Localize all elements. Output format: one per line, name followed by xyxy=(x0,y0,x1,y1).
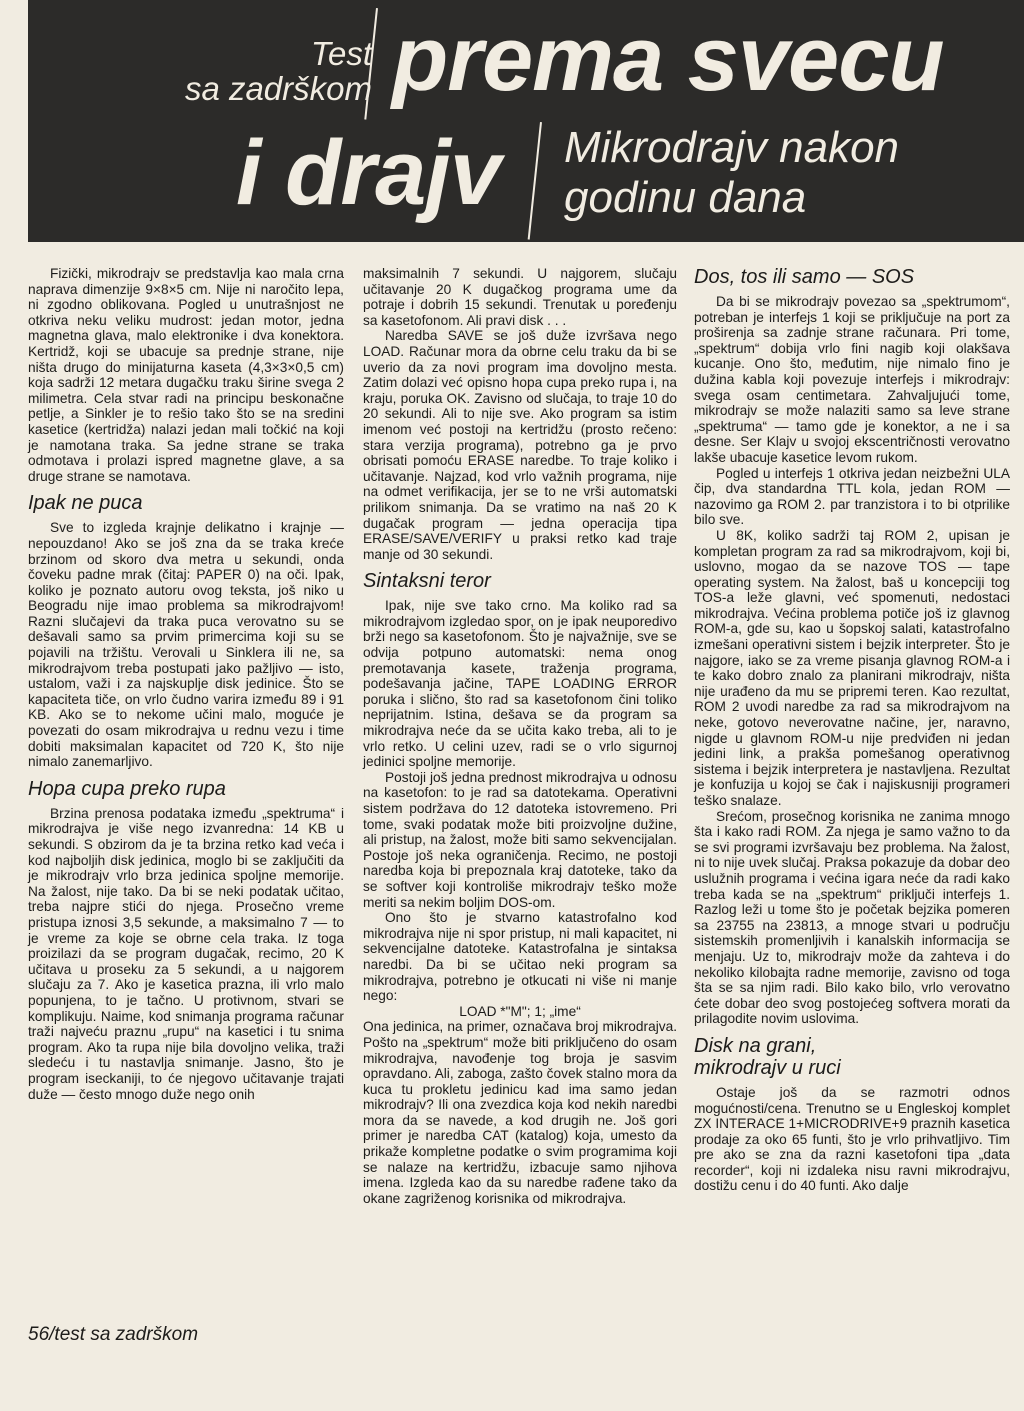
paragraph: Srećom, prosečnog korisnika ne zanima mnogo šta i kako radi ROM. Za njega je samo važno to da se svi programi izvršavaju bez problema. Na žalost, ni to nije uvek slučaj. Praksa pokazuje da dobar deo uslužnih programa i većina igara neće da radi kako treba kada se na „spektrum“ priključi interfejs 1. Razlog leži u tome što je početak bejzika pomeren sa 23755 na 23813, a mnoge stvari u području sistemskih promenljivih i kanalskih informacija se menjaju. Uz to, mikrodrajv može da zahteva i do nekoliko kilobajta radne memorije, zavisno od toga šta se sa njim radi. Bilo kako bilo, vrlo verovatno ćete dobar deo svog postojećeg softvera morati da prilagodite novim uslovima. xyxy=(694,808,1010,1027)
kicker-line-2: sa zadrškom xyxy=(184,70,372,107)
paragraph: Fizički, mikrodrajv se predstavlja kao mala crna naprava dimenzije 9×8×5 cm. Nije ni naročito lepa, ni zgodno oblikovana. Pogled u unutrašnjost ne otkriva neku veliku mudrost: jedan motor, jedna magnetna glava, malo elektronike i dva konektora. Kertridž, koji se ubacuje sa prednje strane, nije ništa drugo do minijaturna kaseta (4,3×3×0,5 cm) koja sadrži 12 metara dugačku traku širine svega 2 milimetra. Cela stvar radi na principu beskonačne petlje, a Sinkler je to rešio tako što se na sredini kasetice (kertridža) nalazi jedan mali točkić na koji je namotana traka. Sa jedne strane se traka odmotava i prolazi ispred magnetne glave, a sa druge strane se namotava. xyxy=(28,266,344,484)
section-heading: Dos, tos ili samo — SOS xyxy=(694,266,915,288)
banner-slash-rule xyxy=(528,122,542,240)
paragraph: Da bi se mikrodrajv povezao sa „spektrumom“, potreban je interfejs 1 koji se priključuje na port za proširenja sa zadnje strane računara. Pri tome, „spektrum“ dobija vrlo fini nagib koji olakšava kucanje. Ono što, međutim, nije nimalo fino je dužina kabla koji povezuje interfejs i mikrodrajv: svega osam centimetara. Zahvaljujući tome, mikrodrajv se može nalaziti samo sa leve strane „spektruma“ — tamo gde je konektor, a ne i sa desne. Ser Klajv u svojoj ekscentričnosti verovatno lakše ubacuje kasetice levom rukom. xyxy=(694,294,1010,465)
headline-line-1: prema svecu xyxy=(392,8,944,110)
paragraph: Naredba SAVE se još duže izvršava nego LOAD. Računar mora da obrne celu traku da bi se uverio da za novi program ima dovoljno mesta. Zatim dolazi već opisno hopa cupa preko rupa i, na kraju, poruka OK. Zavisno od slučaja, to traje 10 do 20 sekundi. Ali to nije sve. Ako program sa istim imenom već postoji na kertridžu (prosto rečeno: stara verzija programa), potrebno ga je prvo obrisati pomoću ERASE naredbe. To traje koliko i učitavanje. Najzad, kod vrlo važnih programa, nije na odmet verifikacija, jer se to ne vrši automatski prilikom snimanja. Da se vratimo na naš 20 K dugačak program — jedna operacija tipa ERASE/SAVE/VERIFY u praksi retko kad traje manje od 30 sekundi. xyxy=(363,328,677,562)
article-column-1 xyxy=(28,266,344,1102)
dek-line-1: Mikrodrajv nakon xyxy=(564,123,900,172)
code-line: LOAD *"M"; 1; „ime“ xyxy=(459,1003,581,1019)
dek-line-2: godinu dana xyxy=(564,173,807,222)
paragraph: U 8K, koliko sadrži taj ROM 2, upisan je kompletan program za rad sa mikrodrajvom, koji bi, uslovno, mogao da se nazove TOS — tape operating system. Na žalost, baš u koncepciji tog TOS-a leže glavni, već spomenuti, nedostaci mikrodrajva. Većina problema potiče još iz glavnog ROM-a, gde su, kao u šopskoj salati, katastrofalno izmešani operativni sistem i bejzik interpreter. Što je najgore, iako se za vreme pisanja glavnog ROM-a i te kako dobro znalo za planirani mikrodrajv, ništa nije urađeno da mu se pripremi teren. Kao rezultat, ROM 2 uvodi naredbe za rad sa mikrodrajvom na neke, gotovo neverovatne načine, jer, naravno, nigde u glavnom ROM-u nije predviđen ni jedan jedini link, a prakša pomešanog operativnog sistema i bejzik interpretera je nastavljena. Rezultat je konfuzija u kojoj se čak i najiskusniji programeri teško snalaze. xyxy=(694,527,1010,808)
paragraph: Pogled u interfejs 1 otkriva jedan neizbežni ULA čip, dva standardna TTL kola, jedan ROM — nazovimo ga ROM 2. par tranzistora i to bi otprilike bilo sve. xyxy=(694,465,1010,528)
section-heading: Ipak ne puca xyxy=(28,492,143,515)
paragraph: Sve to izgleda krajnje delikatno i krajnje — nepouzdano! Ako se još zna da se traka kreće brzinom od skoro dva metra u sekundi, onda čoveku padne mrak (čitaj: PAPER 0) na oči. Ipak, koliko je poznato autoru ovog teksta, još niko u Beogradu nije imao problema sa mikrodrajvom! Razni slučajevi da traka puca verovatno su se dešavali samo sa prvim primercima koji su se pojavili na tržištu. Verovali u Sinklera ili ne, sa mikrodrajvom treba postupati jako pažljivo — isto, ustalom, važi i za najskuplje disk jedinice. Što se kapaciteta tiče, on vrlo čudno varira između 89 i 91 KB. Ako se to nekome učini malo, moguće je povezati do osam mikrodrajva u rednu vezu i time dobiti maksimalan kapacitet od 720 K, što nije nimalo zanemarljivo. xyxy=(28,520,344,770)
section-heading: Sintaksni teror xyxy=(363,570,491,593)
article-column-2 xyxy=(363,266,677,1206)
header-banner xyxy=(28,0,1024,242)
paragraph: maksimalnih 7 sekundi. U najgorem, slučaju učitavanje 20 K dugačkog programa ume da potraje i dobrih 15 sekundi. Trenutak u poređenju sa kasetofonom. Ali pravi disk . . . xyxy=(363,266,677,328)
paragraph: Ipak, nije sve tako crno. Ma koliko rad sa mikrodrajvom izgledao spor, on je ipak neuporedivo brži nego sa kasetofonom. Što je najvažnije, sve se odvija potpuno automatski: nema onog premotavanja kasete, traženja programa, podešavanja jačine, TAPE LOADING ERROR poruka i slično, što rad sa kasetofonom čini toliko neprijatnim. Istina, dešava se da program sa mikrodrajva neće da se učita kako treba, ali to je vrlo retko. U celini uzev, radi se o vrlo sigurnoj jedinici spoljne memorije. xyxy=(363,598,677,770)
paragraph: Ostaje još da se razmotri odnos mogućnosti/cena. Trenutno se u Engleskoj komplet ZX INTERACE 1+MICRODRIVE+9 praznih kasetica prodaje za oko 65 funti, što je vrlo prihvatljivo. Tim pre ako se zna da razni kasetofoni tipa „data recorder“, koji ni izdaleka nisu ravni mikrodrajvu, dostižu cenu i do 40 funti. Ako dalje xyxy=(694,1084,1010,1194)
section-heading: mikrodrajv u ruci xyxy=(694,1056,841,1079)
paragraph: Postoji još jedna prednost mikrodrajva u odnosu na kasetofon: to je rad sa datotekama. Operativni sistem podržava do 12 datoteka istovremeno. Pri tome, svaki podatak može biti proizvoljne dužine, ali pristup, na žalost, može biti samo sekvencijalan. Postoje još neka ograničenja. Recimo, ne postoji naredba koja bi prepoznala kraj datoteke, tako da se softver koji kontroliše mikrodrajv teško može meriti sa nekim boljim DOS-om. xyxy=(363,769,677,910)
paragraph: Ono što je stvarno katastrofalno kod mikrodrajva nije ni spor pristup, ni mali kapacitet, ni sekvencijalne datoteke. Katastrofalna je sintaksa naredbi. Da bi se učitao neki program sa mikrodrajva, potrebno je otkucati ni više ni manje nego: xyxy=(363,910,677,1004)
paragraph: Brzina prenosa podataka između „spektruma“ i mikrodrajva je više nego izvanredna: 14 KB u sekundi. S obzirom da je ta brzina retko kad veća i kod najboljih disk jedinica, moglo bi se zaključiti da je mikrodrajv vrlo brza jedinica spoljne memorije. Na žalost, nije tako. Da bi se neki podatak učitao, treba najpre stići do njega. Prosečno vreme pristupa iznosi 3,5 sekunde, a maksimalno 7 — to je vreme za koje se obrne cela traka. Iz toga proizilazi da se program dugačak, recimo, 20 K učitava u proseku za 5 sekundi, a u najgorem slučaju za 7. Ako je kasetica prazna, ili vrlo malo popunjena, to je tačno. U protivnom, stvari se komplikuju. Naime, kod snimanja programa računar traži najveću praznu „rupu“ na kasetici i tu snima program. Ako ta rupa nije bila dovoljno velika, traži sledeću i tu nastavlja snimanje. Jasno, što je program iseckaniji, to će njegovo učitavanje trajati duže — često mnogo duže nego onih xyxy=(28,805,344,1102)
article-column-3 xyxy=(694,266,1010,1194)
headline-line-2: i drajv xyxy=(236,122,501,224)
section-heading: Disk na grani, xyxy=(694,1034,817,1057)
section-heading: Hopa cupa preko rupa xyxy=(28,777,226,800)
kicker-line-1: Test xyxy=(310,35,372,72)
paragraph: Ona jedinica, na primer, označava broj mikrodrajva. Pošto na „spektrum“ može biti priključeno do osam mikrodrajva, navođenje tog broja je sasvim opravdano. Ali, zaboga, zašto čovek stalno mora da kuca tu prokletu jedinicu kad ima samo jedan mikrodrajv? Ili ona zvezdica koja kod nekih naredbi mora da se navede, a kod drugih ne. Još gori primer je naredba CAT (katalog) koja, umesto da prikaže kompletne podatke o svim programima koji se nalaze na kertridžu, izbacuje samo njihova imena. Izgleda kao da su naredbe rađene tako da okane zagriženog korisnika od mikrodrajva. xyxy=(363,1019,677,1206)
page-folio: 56/test sa zadrškom xyxy=(28,1324,199,1345)
